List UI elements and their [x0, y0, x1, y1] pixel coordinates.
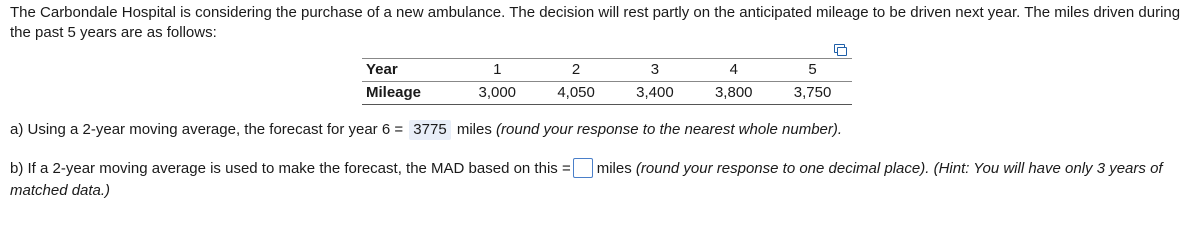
question-b-prefix: b) If a 2-year moving average is used to make the forecast, the MAD based on this =: [10, 160, 571, 177]
mileage-cell: 3,400: [616, 82, 695, 105]
year-cell: 5: [773, 59, 852, 82]
question-b-unit: miles: [596, 160, 632, 177]
year-cell: 3: [616, 59, 695, 82]
problem-intro: The Carbondale Hospital is considering the purchase of a new ambulance. The decision will rest partly on the anticipated mileage to be driven next year. The miles driven during the past 5 years are as follows:: [10, 4, 1181, 41]
question-b-continued: [10, 180, 110, 202]
mad-input[interactable]: [573, 158, 593, 178]
year-cell: 1: [458, 59, 537, 82]
table-row-year: [362, 59, 852, 82]
copy-icon[interactable]: [834, 44, 846, 55]
year-cell: 4: [694, 59, 773, 82]
mileage-cell: 3,750: [773, 82, 852, 105]
mileage-label: Mileage: [362, 82, 458, 105]
year-cell: 2: [537, 59, 616, 82]
question-a: [10, 119, 842, 141]
forecast-answer[interactable]: 3775: [409, 120, 450, 140]
year-label: Year: [362, 59, 458, 82]
mileage-cell: 3,800: [694, 82, 773, 105]
question-a-unit: miles: [456, 121, 492, 138]
question-b-note-continued: matched data.): [10, 182, 111, 199]
mileage-table: [362, 58, 852, 105]
question-b: [10, 158, 1163, 180]
question-a-prefix: a) Using a 2-year moving average, the forecast for year 6 =: [10, 121, 404, 138]
question-a-note: (round your response to the nearest whole number).: [496, 121, 843, 138]
mileage-cell: 3,000: [458, 82, 537, 105]
question-b-note: (round your response to one decimal place). (Hint: You will have only 3 years of: [635, 160, 1163, 177]
table-row-mileage: [362, 82, 852, 105]
mileage-cell: 4,050: [537, 82, 616, 105]
